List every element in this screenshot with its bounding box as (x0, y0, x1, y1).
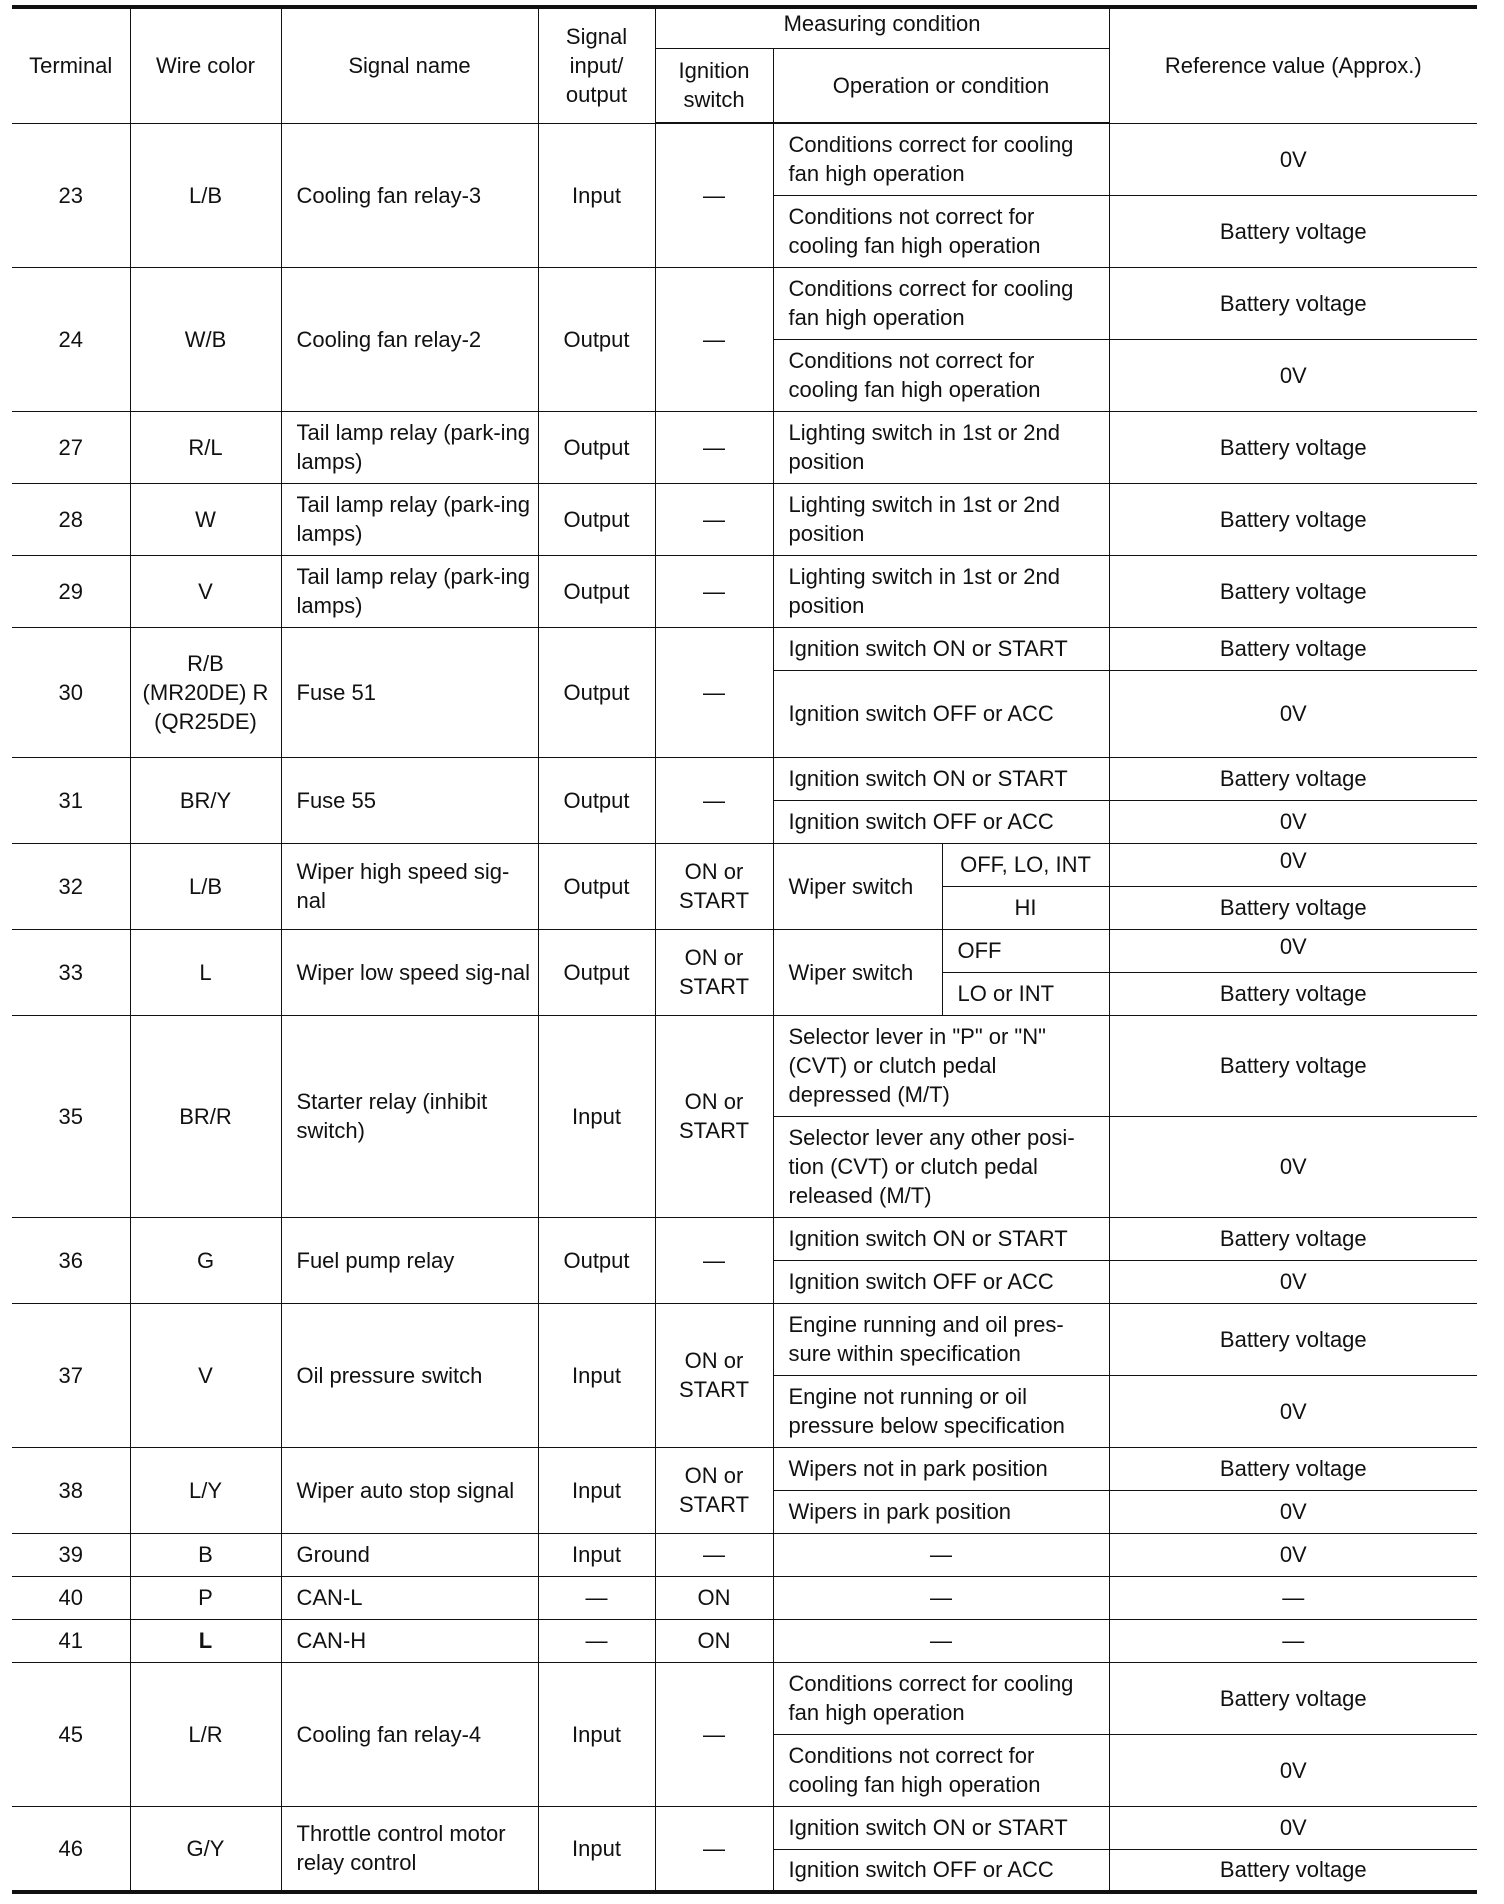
wire-color-cell: V (130, 1303, 281, 1447)
signal-name-cell: Cooling fan relay-4 (281, 1662, 538, 1806)
condition-cell: Ignition switch ON or START (773, 627, 1109, 670)
condition-cell: Wipers in park position (773, 1490, 1109, 1533)
terminal-cell: 29 (12, 555, 130, 627)
reference-value-cell: Battery voltage (1109, 1447, 1477, 1490)
reference-value-cell: 0V (1109, 1375, 1477, 1447)
condition-cell: Conditions correct for cooling fan high operation (773, 123, 1109, 195)
terminal-cell: 24 (12, 267, 130, 411)
wire-color-cell: G/Y (130, 1806, 281, 1892)
table-row (12, 1217, 1477, 1260)
table-row (12, 267, 1477, 339)
ignition-switch-cell: ON or START (655, 929, 773, 1015)
ignition-switch-cell: — (655, 1662, 773, 1806)
table-row (12, 555, 1477, 627)
ignition-switch-cell: — (655, 411, 773, 483)
terminal-cell: 40 (12, 1576, 130, 1619)
wire-color-cell: L/R (130, 1662, 281, 1806)
reference-value-cell: — (1109, 1619, 1477, 1662)
table-row (12, 1447, 1477, 1490)
wiper-switch-cell: Wiper switch (773, 843, 942, 929)
signal-name-cell: Starter relay (inhibit switch) (281, 1015, 538, 1217)
signal-io-cell: Output (538, 757, 655, 843)
reference-value-cell: Battery voltage (1109, 757, 1477, 800)
header-terminal: Terminal (12, 7, 130, 123)
wire-color-cell: R/B (MR20DE) R (QR25DE) (130, 627, 281, 757)
wire-color-cell: V (130, 555, 281, 627)
wire-color-cell: G (130, 1217, 281, 1303)
signal-io-cell: Output (538, 929, 655, 1015)
table-row (12, 1015, 1477, 1116)
signal-name-cell: Cooling fan relay-2 (281, 267, 538, 411)
condition-cell: Ignition switch ON or START (773, 1806, 1109, 1849)
ignition-switch-cell: ON (655, 1619, 773, 1662)
signal-io-cell: Output (538, 1217, 655, 1303)
condition-cell: Ignition switch OFF or ACC (773, 1260, 1109, 1303)
ignition-switch-cell: ON or START (655, 1303, 773, 1447)
table-row (12, 627, 1477, 670)
reference-value-cell: 0V (1109, 1533, 1477, 1576)
table-row (12, 123, 1477, 195)
reference-value-cell: Battery voltage (1109, 1217, 1477, 1260)
reference-value-cell: Battery voltage (1109, 886, 1477, 929)
signal-io-cell: Output (538, 555, 655, 627)
reference-value-cell: 0V (1109, 123, 1477, 195)
wire-color-cell: L (130, 1619, 281, 1662)
condition-cell: — (773, 1619, 1109, 1662)
condition-cell: Lighting switch in 1st or 2nd position (773, 483, 1109, 555)
header-operation: Operation or condition (773, 48, 1109, 123)
signal-io-cell: — (538, 1619, 655, 1662)
reference-value-cell: Battery voltage (1109, 411, 1477, 483)
signal-name-cell: Tail lamp relay (park-ing lamps) (281, 411, 538, 483)
reference-value-cell: Battery voltage (1109, 1303, 1477, 1375)
reference-value-cell: 0V (1109, 1490, 1477, 1533)
reference-value-cell: Battery voltage (1109, 483, 1477, 555)
ignition-switch-cell: — (655, 267, 773, 411)
condition-cell: Ignition switch OFF or ACC (773, 1849, 1109, 1892)
reference-value-cell: — (1109, 1576, 1477, 1619)
terminal-cell: 30 (12, 627, 130, 757)
condition-cell: Engine running and oil pres-sure within specification (773, 1303, 1109, 1375)
signal-io-cell: Output (538, 627, 655, 757)
condition-cell: Ignition switch OFF or ACC (773, 670, 1109, 757)
signal-name-cell: Fuse 51 (281, 627, 538, 757)
signal-name-cell: Tail lamp relay (park-ing lamps) (281, 555, 538, 627)
wire-color-cell: B (130, 1533, 281, 1576)
wire-color-cell: W (130, 483, 281, 555)
signal-io-cell: Input (538, 1533, 655, 1576)
ignition-switch-cell: ON (655, 1576, 773, 1619)
reference-value-cell: Battery voltage (1109, 1015, 1477, 1116)
table-row (12, 1619, 1477, 1662)
terminal-cell: 28 (12, 483, 130, 555)
reference-value-cell: Battery voltage (1109, 1662, 1477, 1734)
header-signal-io: Signal input/ output (538, 7, 655, 123)
terminal-cell: 46 (12, 1806, 130, 1892)
condition-cell: Lighting switch in 1st or 2nd position (773, 555, 1109, 627)
switch-position-cell: HI (942, 886, 1109, 929)
condition-cell: Ignition switch OFF or ACC (773, 800, 1109, 843)
terminal-cell: 45 (12, 1662, 130, 1806)
terminal-cell: 27 (12, 411, 130, 483)
signal-name-cell: Oil pressure switch (281, 1303, 538, 1447)
signal-name-cell: Fuse 55 (281, 757, 538, 843)
table-row (12, 483, 1477, 555)
signal-io-cell: Output (538, 483, 655, 555)
terminal-cell: 35 (12, 1015, 130, 1217)
terminal-reference-table (12, 5, 1477, 1894)
signal-name-cell: Tail lamp relay (park-ing lamps) (281, 483, 538, 555)
condition-cell: Conditions correct for cooling fan high operation (773, 1662, 1109, 1734)
ignition-switch-cell: ON or START (655, 1015, 773, 1217)
wiper-switch-cell: Wiper switch (773, 929, 942, 1015)
condition-cell: Engine not running or oil pressure below specification (773, 1375, 1109, 1447)
condition-cell: Lighting switch in 1st or 2nd position (773, 411, 1109, 483)
terminal-cell: 37 (12, 1303, 130, 1447)
reference-value-cell: Battery voltage (1109, 972, 1477, 1015)
ignition-switch-cell: — (655, 483, 773, 555)
wire-color-cell: BR/R (130, 1015, 281, 1217)
signal-name-cell: Throttle control motor relay control (281, 1806, 538, 1892)
wire-color-cell: R/L (130, 411, 281, 483)
terminal-cell: 23 (12, 123, 130, 267)
condition-cell: Conditions correct for cooling fan high operation (773, 267, 1109, 339)
table-row (12, 1662, 1477, 1734)
reference-value-cell: 0V (1109, 1116, 1477, 1217)
wire-color-cell: P (130, 1576, 281, 1619)
table-row (12, 843, 1477, 886)
condition-cell: Ignition switch ON or START (773, 1217, 1109, 1260)
signal-name-cell: CAN-H (281, 1619, 538, 1662)
reference-value-cell: 0V (1109, 1734, 1477, 1806)
wire-color-cell: L/B (130, 123, 281, 267)
ignition-switch-cell: — (655, 555, 773, 627)
reference-value-cell: 0V (1109, 1806, 1477, 1849)
reference-value-cell: Battery voltage (1109, 195, 1477, 267)
signal-io-cell: Input (538, 1015, 655, 1217)
condition-cell: Conditions not correct for cooling fan high operation (773, 339, 1109, 411)
signal-io-cell: Output (538, 411, 655, 483)
condition-cell: — (773, 1576, 1109, 1619)
terminal-cell: 31 (12, 757, 130, 843)
ignition-switch-cell: ON or START (655, 843, 773, 929)
switch-position-cell: LO or INT (942, 972, 1109, 1015)
terminal-cell: 33 (12, 929, 130, 1015)
signal-name-cell: Wiper high speed sig-nal (281, 843, 538, 929)
table-row (12, 1576, 1477, 1619)
condition-cell: Ignition switch ON or START (773, 757, 1109, 800)
ignition-switch-cell: — (655, 1217, 773, 1303)
reference-value-cell: 0V (1109, 670, 1477, 757)
condition-cell: — (773, 1533, 1109, 1576)
reference-value-cell: 0V (1109, 339, 1477, 411)
reference-value-cell: 0V (1109, 843, 1477, 886)
table-row (12, 1533, 1477, 1576)
ignition-switch-cell: — (655, 1533, 773, 1576)
wire-color-cell: W/B (130, 267, 281, 411)
wire-color-cell: L (130, 929, 281, 1015)
table-row (12, 411, 1477, 483)
signal-name-cell: Wiper auto stop signal (281, 1447, 538, 1533)
condition-cell: Conditions not correct for cooling fan high operation (773, 1734, 1109, 1806)
switch-position-cell: OFF (942, 929, 1109, 972)
signal-name-cell: CAN-L (281, 1576, 538, 1619)
terminal-cell: 36 (12, 1217, 130, 1303)
signal-io-cell: Input (538, 123, 655, 267)
signal-io-cell: Input (538, 1303, 655, 1447)
reference-value-cell: Battery voltage (1109, 1849, 1477, 1892)
wire-color-cell: L/B (130, 843, 281, 929)
signal-io-cell: Input (538, 1447, 655, 1533)
ignition-switch-cell: — (655, 627, 773, 757)
ignition-switch-cell: — (655, 757, 773, 843)
switch-position-cell: OFF, LO, INT (942, 843, 1109, 886)
terminal-cell: 38 (12, 1447, 130, 1533)
signal-name-cell: Fuel pump relay (281, 1217, 538, 1303)
reference-value-cell: Battery voltage (1109, 555, 1477, 627)
terminal-cell: 41 (12, 1619, 130, 1662)
table-row (12, 1806, 1477, 1849)
header-reference-value: Reference value (Approx.) (1109, 7, 1477, 123)
signal-io-cell: Output (538, 267, 655, 411)
wire-color-cell: BR/Y (130, 757, 281, 843)
signal-name-cell: Wiper low speed sig-nal (281, 929, 538, 1015)
reference-value-cell: 0V (1109, 800, 1477, 843)
condition-cell: Selector lever any other posi-tion (CVT) or clutch pedal released (M/T) (773, 1116, 1109, 1217)
header-ignition-switch: Ignition switch (655, 48, 773, 123)
ignition-switch-cell: — (655, 1806, 773, 1892)
terminal-cell: 39 (12, 1533, 130, 1576)
reference-value-cell: Battery voltage (1109, 627, 1477, 670)
reference-value-cell: 0V (1109, 929, 1477, 972)
wire-color-cell: L/Y (130, 1447, 281, 1533)
reference-value-cell: Battery voltage (1109, 267, 1477, 339)
table-row (12, 1303, 1477, 1375)
condition-cell: Selector lever in "P" or "N" (CVT) or clutch pedal depressed (M/T) (773, 1015, 1109, 1116)
reference-value-cell: 0V (1109, 1260, 1477, 1303)
condition-cell: Conditions not correct for cooling fan high operation (773, 195, 1109, 267)
signal-io-cell: Output (538, 843, 655, 929)
signal-io-cell: Input (538, 1662, 655, 1806)
header-wire-color: Wire color (130, 7, 281, 123)
ignition-switch-cell: ON or START (655, 1447, 773, 1533)
ignition-switch-cell: — (655, 123, 773, 267)
table-row (12, 757, 1477, 800)
header-signal-name: Signal name (281, 7, 538, 123)
signal-io-cell: — (538, 1576, 655, 1619)
signal-name-cell: Cooling fan relay-3 (281, 123, 538, 267)
header-measuring-condition: Measuring condition (655, 7, 1109, 48)
terminal-cell: 32 (12, 843, 130, 929)
condition-cell: Wipers not in park position (773, 1447, 1109, 1490)
signal-name-cell: Ground (281, 1533, 538, 1576)
signal-io-cell: Input (538, 1806, 655, 1892)
table-row (12, 929, 1477, 972)
